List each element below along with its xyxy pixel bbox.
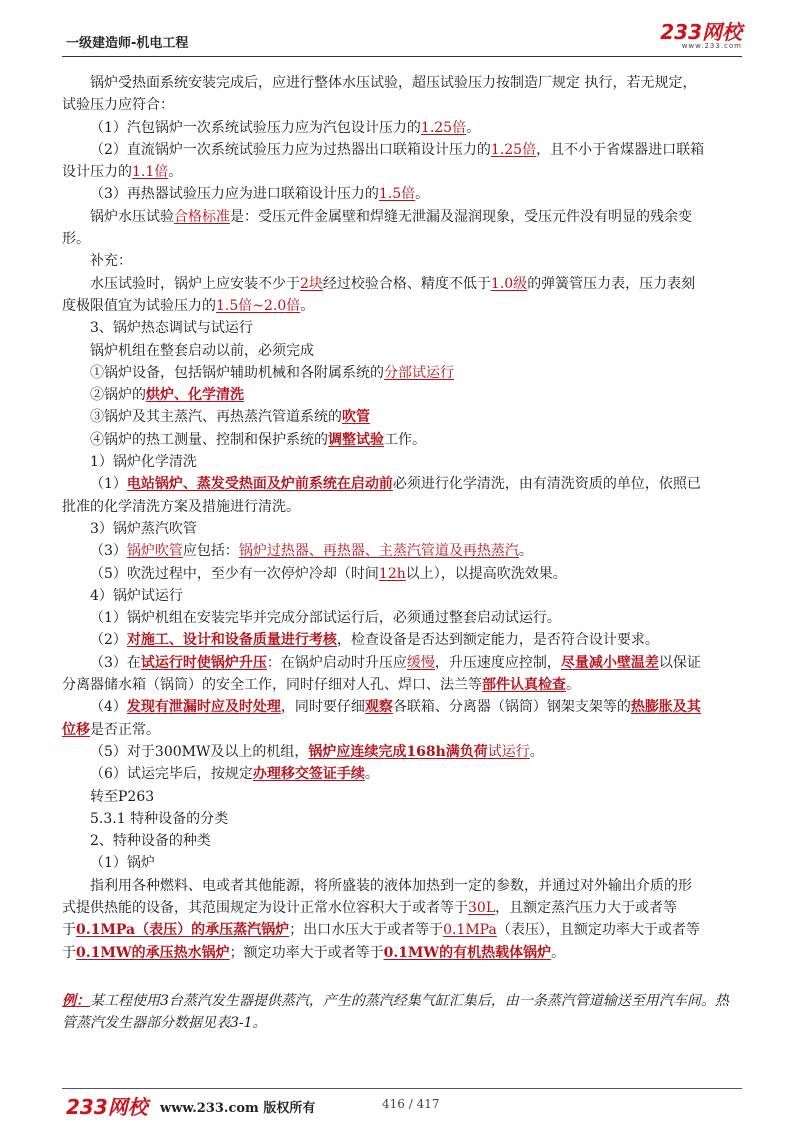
highlighted-term: 位移 [62,721,90,738]
text-segment: 是：受压元件金属壁和焊缝无泄漏及湿润现象，受压元件没有明显的残余变 [230,208,692,225]
highlighted-term: 热膨胀及其 [630,699,701,716]
text-segment: 补充： [90,253,132,270]
text-segment: 锅炉受热面系统安装完成后，应进行整体水压试验，超压试验压力按制造厂规定 执行，若无规定， [90,75,697,91]
text-line [62,808,742,830]
text-segment: （1）锅炉 [90,855,155,872]
highlighted-term: 12h [378,565,406,582]
text-segment: 的弹簧管压力表，压力表刻 [527,275,696,292]
text-segment: ，检查设备是否达到额定能力，是否符合设计要求。 [336,632,659,649]
highlighted-term: 1.5倍 [378,186,416,203]
text-segment: ②锅炉的 [90,387,146,404]
text-segment: 。 [168,164,183,181]
text-segment: 。 [518,543,533,560]
header-title: 一级建造师-机电工程 [66,36,189,51]
footer-copyright: www.233.com 版权所有 [160,1101,316,1116]
text-line [62,852,742,874]
text-segment: ④锅炉的热工测量、控制和保护系统的 [90,431,328,448]
highlighted-term: 0.1MW的承压热水锅炉 [76,944,230,961]
text-segment: ，且不小于省煤器进口联箱 [536,141,705,158]
text-segment: 应包括： [182,543,239,560]
text-line [62,496,742,518]
page-footer [62,1088,742,1119]
text-segment: （1） [90,476,127,493]
text-line [62,629,742,651]
text-line [62,295,742,317]
text-segment: （2）直流锅炉一次系统试验压力应为过热器出口联箱设计压力的 [90,141,491,158]
text-segment: 3）锅炉蒸汽吹管 [90,520,197,537]
highlighted-term: 1.0级 [490,275,528,292]
highlighted-term: 电站锅炉、蒸发受热面及炉前系统在启动前 [126,476,393,493]
text-segment: 3、锅炉热态调试与试运行 [90,320,253,337]
text-segment: （5）吹洗过程中，至少有一次停炉冷却（时间 [90,565,379,582]
logo-main-text: 233网校 [660,20,742,44]
highlighted-term: 烘炉、化学清洗 [146,387,244,404]
text-segment: ；出口水压大于或者等于 [289,922,444,939]
text-segment: 批准的化学清洗方案及措施进行清洗。 [62,498,300,515]
example-label: 例： [62,993,90,1009]
text-segment: ；额定功率大于或者等于 [229,944,384,961]
text-line [62,540,742,562]
highlighted-term: 发现有泄漏时应及时处理 [126,699,281,716]
highlighted-term: 1.1倍 [132,164,169,181]
text-segment: （3）在 [90,654,141,671]
text-line [62,919,742,941]
text-segment: 。 [364,766,379,783]
text-line [62,228,742,250]
text-segment: 锅炉机组在整套启动以前，必须完成 [90,342,314,359]
text-segment: （3）再热器试验压力应为进口联箱设计压力的 [90,186,379,203]
highlighted-term: 分部试运行 [384,364,454,381]
text-segment: （2） [90,632,127,649]
text-line [62,473,742,495]
text-line [62,585,742,607]
example-paragraph [62,990,742,1034]
text-line [62,830,742,852]
text-segment: 以上），以提高吹洗效果。 [405,565,567,582]
text-line [62,518,742,540]
text-line [62,273,742,295]
document-body [62,72,742,964]
text-line [62,563,742,585]
highlighted-term: 部件认真检查 [482,677,566,694]
text-segment: 经过校验合格、精度不低于 [322,275,491,292]
text-line [62,786,742,808]
text-line [62,763,742,785]
text-segment: 。 [566,677,580,694]
text-segment: 。 [466,119,481,136]
text-segment: （6）试运完毕后，按规定 [90,766,253,783]
text-segment: 4）锅炉试运行 [90,587,183,604]
text-line [62,406,742,428]
text-line [62,94,742,116]
text-line [62,607,742,629]
text-line [62,384,742,406]
page-header [62,22,742,56]
text-segment: 以保证 [658,654,701,671]
highlighted-term: 锅炉应连续完成168h满负荷 [308,743,488,760]
text-segment: 锅炉水压试验 [90,208,174,225]
highlighted-term: 0.1MPa [443,922,497,939]
text-line [62,161,742,183]
highlighted-term: 合格标准 [174,208,230,225]
highlighted-term: 2块 [300,275,323,292]
text-line [62,206,742,228]
text-segment: 于 [62,944,76,961]
text-segment: 1）锅炉化学清洗 [90,454,197,471]
text-segment: 。 [300,297,315,314]
highlighted-term: 对施工、设计和设备质量进行考核 [126,632,337,649]
highlighted-term: 锅炉过热器、再热器、主蒸汽管道及再热蒸汽 [238,543,519,560]
text-line [62,139,742,161]
text-segment: 各联箱、分离器（锅筒）钢架支架等的 [392,699,631,716]
text-segment: 工作。 [384,431,426,448]
text-line [62,317,742,339]
highlighted-term: 0.1MPa（表压）的承压蒸汽锅炉 [76,922,290,939]
page-number: 416 / 417 [382,1097,440,1111]
text-segment: ，且额定蒸汽压力大于或者等 [495,899,678,916]
text-segment: 于 [62,922,76,939]
text-segment: ，同时要仔细 [280,699,365,716]
highlighted-term: 1.5倍~2.0倍 [216,297,301,314]
text-segment: 2、特种设备的种类 [90,833,211,850]
text-segment: 式提供热能的设备，其范围规定为设计正常水位容积大于或者等于 [62,899,468,916]
text-segment: 5.3.1 特种设备的分类 [90,810,229,827]
text-line [62,362,742,384]
text-segment: （1）锅炉机组在安装完毕并完成分部试运行后，必须通过整套启动试运行。 [90,610,561,627]
text-line [62,897,742,919]
text-line [62,72,742,94]
text-line [62,875,742,897]
highlighted-term: 1.25倍 [420,119,467,136]
text-line [62,652,742,674]
text-segment: （3） [90,543,127,560]
highlighted-term: 试运行 [487,743,530,760]
highlighted-term: 吹管 [342,409,370,426]
text-segment: 。 [551,944,566,961]
text-segment: 形。 [62,231,90,248]
text-segment: 是否正常。 [90,721,160,738]
logo-sub-text: www.233.com [681,42,742,50]
header-rule [62,56,742,57]
text-segment: 转至P263 [90,788,155,805]
highlighted-term: 尽量减小壁温差 [560,654,659,671]
highlighted-term: 观察 [364,699,393,716]
text-segment: 。 [415,186,430,203]
text-segment: 试验压力应符合： [62,97,174,114]
text-segment: 水压试验时，锅炉上应安装不少于 [90,275,300,292]
highlighted-term: 调整试验 [328,431,384,448]
text-segment: （5）对于300MW及以上的机组， [90,743,309,760]
text-segment: 。 [529,743,544,760]
highlighted-term: 试运行时使锅炉升压 [140,654,267,671]
text-line [62,183,742,205]
text-line [62,741,742,763]
text-line [62,340,742,362]
text-segment: 设计压力的 [62,164,132,181]
text-line [62,451,742,473]
text-segment: （1）汽包锅炉一次系统试验压力应为汽包设计压力的 [90,119,421,136]
example-text: 某工程使用3台蒸汽发生器提供蒸汽，产生的蒸汽经集气缸汇集后，由一条蒸汽管道输送至用汽车间。热管蒸汽发生器部分数据见表3-1。 [62,993,729,1031]
text-segment: 指利用各种燃料、电或者其他能源，将所盛装的液体加热到一定的参数，并通过对外输出介质的形 [90,877,692,894]
text-segment: ③锅炉及其主蒸汽、再热蒸汽管道系统的 [90,409,342,426]
highlighted-term: 锅炉吹管 [126,543,183,560]
text-segment: ①锅炉设备，包括锅炉辅助机械和各附属系统的 [90,364,384,381]
text-line [62,942,742,964]
text-line [62,719,742,741]
text-segment: ：在锅炉启动时升压应 [266,654,407,671]
text-segment: ，升压速度应控制， [434,654,561,671]
text-segment: 必须进行化学清洗，由有清洗资质的单位，依照已 [392,476,701,493]
text-line [62,250,742,272]
text-line [62,696,742,718]
text-segment: 度极限值宜为试验压力的 [62,297,216,314]
highlighted-term: 办理移交签证手续 [252,766,365,783]
text-segment: （4） [90,699,127,716]
text-line [62,117,742,139]
highlighted-term: 0.1MW的有机热载体锅炉 [383,944,552,961]
highlighted-term: 缓慢 [406,654,435,671]
brand-logo [660,22,742,51]
highlighted-term: 1.25倍 [490,141,537,158]
highlighted-term: 30L [468,899,496,916]
footer-logo: 233网校 [66,1095,148,1119]
text-segment: 分离器储水箱（锅筒）的安全工作，同时仔细对人孔、焊口、法兰等 [62,677,482,694]
text-line [62,429,742,451]
text-line [62,674,742,696]
text-segment: （表压），且额定功率大于或者等 [496,922,700,939]
